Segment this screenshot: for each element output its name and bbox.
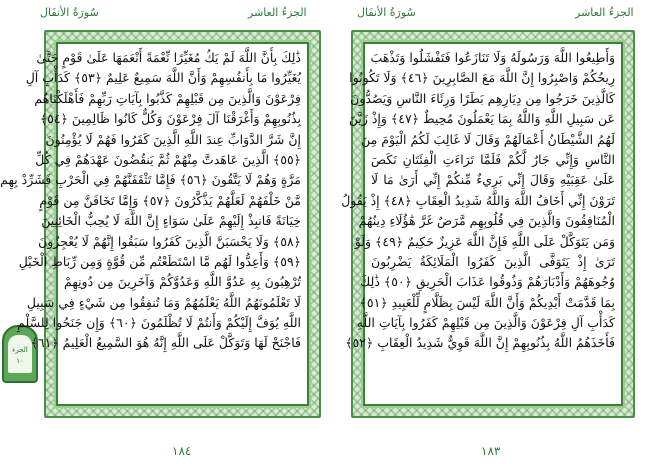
verse-line: اللَّهِ يُوَفَّ إِلَيْكُمْ وَأَنتُمْ لَا تُظْلَمُونَ ﴿٦٠﴾ وَإِن جَنَحُوا لِلسَّلْمِ <box>17 315 301 331</box>
right-juz-header: الجزءُ العاشر <box>575 6 634 19</box>
left-juz-header: الجزءُ العاشر <box>248 6 307 19</box>
verse-line: كَدَأْبِ آلِ فِرْعَوْنَ وَالَّذِينَ مِن قَبْلِهِمْ كَفَرُوا بِآيَاتِ اللَّهِ <box>356 315 615 331</box>
verse-line: فَأَخَذَهُمُ اللَّهُ بِذُنُوبِهِمْ إِنَّ اللَّهَ قَوِيٌّ شَدِيدُ الْعِقَابِ ﴿٥٢﴾ <box>345 335 615 351</box>
verse-line: فَاجْنَحْ لَهَا وَتَوَكَّلْ عَلَى اللَّهِ إِنَّهُ هُوَ السَّمِيعُ الْعَلِيمُ ﴿٦١﴾ <box>30 335 301 351</box>
verse-line: عَن سَبِيلِ اللَّهِ وَاللَّهُ بِمَا يَعْمَلُونَ مُحِيطٌ ﴿٤٧﴾ وَإِذْ زَيَّنَ <box>348 111 615 127</box>
verse-line: ذَٰلِكَ بِأَنَّ اللَّهَ لَمْ يَكُ مُغَيِّرًا نِّعْمَةً أَنْعَمَهَا عَلَىٰ قَوْمٍ حَتَّىٰ <box>36 50 301 65</box>
right-page <box>325 0 650 464</box>
verse-line: وَمَن يَتَوَكَّلْ عَلَى اللَّهِ فَإِنَّ اللَّهَ عَزِيزٌ حَكِيمٌ ﴿٤٩﴾ وَلَوْ <box>354 233 615 249</box>
right-surah-header: سُورَةُ الأنفَال <box>357 6 416 19</box>
verse-line: الْمُنَافِقُونَ وَالَّذِينَ فِي قُلُوبِهِم مَّرَضٌ غَرَّ هَٰؤُلَاءِ دِينُهُمْ <box>358 213 615 229</box>
verse-line: عَلَىٰ عَقِبَيْهِ وَقَالَ إِنِّي بَرِيءٌ مِّنكُمْ إِنِّي أَرَىٰ مَا لَا <box>371 172 615 188</box>
verse-line: كَالَّذِينَ خَرَجُوا مِن دِيَارِهِم بَطَرًا وَرِئَاءَ النَّاسِ وَيَصُدُّونَ <box>350 90 615 106</box>
verse-line: تَرَوْنَ إِنِّي أَخَافُ اللَّهَ وَاللَّهُ شَدِيدُ الْعِقَابِ ﴿٤٨﴾ إِذْ يَقُولُ <box>341 192 615 208</box>
juz-marker-text: الجزء ١٠ <box>8 335 32 373</box>
verse-line: تَرَىٰ إِذْ يَتَوَفَّى الَّذِينَ كَفَرُوا الْمَلَائِكَةُ يَضْرِبُونَ <box>371 253 615 269</box>
verse-line: لَا تَعْلَمُونَهُمُ اللَّهُ يَعْلَمُهُمْ وَمَا تُنفِقُوا مِن شَيْءٍ فِي سَبِيلِ <box>26 294 301 310</box>
verse-line: تُرْهِبُونَ بِهِ عَدُوَّ اللَّهِ وَعَدُوَّكُمْ وَآخَرِينَ مِن دُونِهِمْ <box>64 274 301 290</box>
verse-line: مَّنْ خَلْفَهُمْ لَعَلَّهُمْ يَذَّكَّرُونَ ﴿٥٧﴾ وَإِمَّا تَخَافَنَّ مِن قَوْمٍ <box>39 192 301 208</box>
verse-line: بِمَا قَدَّمَتْ أَيْدِيكُمْ وَأَنَّ اللَّهَ لَيْسَ بِظَلَّامٍ لِّلْعَبِيدِ ﴿٥١﴾ <box>359 294 615 310</box>
verse-line: مَرَّةٍ وَهُمْ لَا يَتَّقُونَ ﴿٥٦﴾ فَإِمَّا تَثْقَفَنَّهُمْ فِي الْحَرْبِ فَشَرِّدْ بِهِم <box>0 172 301 188</box>
verse-line: ﴿٥٨﴾ وَلَا يَحْسَبَنَّ الَّذِينَ كَفَرُوا سَبَقُوا إِنَّهُمْ لَا يُعْجِزُونَ <box>38 233 301 249</box>
verse-line: إِنَّ شَرَّ الدَّوَابِّ عِندَ اللَّهِ الَّذِينَ كَفَرُوا فَهُمْ لَا يُؤْمِنُونَ <box>45 131 301 147</box>
verse-line: وُجُوهَهُمْ وَأَدْبَارَهُمْ وَذُوقُوا عَذَابَ الْحَرِيقِ ﴿٥٠﴾ ذَٰلِكَ <box>359 274 615 290</box>
verse-line: خِيَانَةً فَانبِذْ إِلَيْهِمْ عَلَىٰ سَوَاءٍ إِنَّ اللَّهَ لَا يُحِبُّ الْخَائِنِينَ <box>41 213 301 229</box>
left-page-number: ١٨٤ <box>172 444 192 458</box>
verse-line: فِرْعَوْنَ وَالَّذِينَ مِن قَبْلِهِمْ كَذَّبُوا بِآيَاتِ رَبِّهِمْ فَأَهْلَكْنَاهُم <box>34 90 301 106</box>
verse-line: النَّاسِ وَإِنِّي جَارٌ لَّكُمْ فَلَمَّا تَرَاءَتِ الْفِئَتَانِ نَكَصَ <box>371 151 615 167</box>
right-text-area <box>341 42 623 406</box>
verse-line: لَهُمُ الشَّيْطَانُ أَعْمَالَهُمْ وَقَالَ لَا غَالِبَ لَكُمُ الْيَوْمَ مِنَ <box>361 131 615 147</box>
verse-line: وَأَطِيعُوا اللَّهَ وَرَسُولَهُ وَلَا تَنَازَعُوا فَتَفْشَلُوا وَتَذْهَبَ <box>370 50 615 65</box>
right-page-frame <box>341 30 635 418</box>
verse-line: ﴿٥٩﴾ وَأَعِدُّوا لَهُم مَّا اسْتَطَعْتُم مِّن قُوَّةٍ وَمِن رِّبَاطِ الْخَيْلِ <box>18 253 301 269</box>
verse-line: ﴿٥٥﴾ الَّذِينَ عَاهَدتَّ مِنْهُمْ ثُمَّ يَنقُضُونَ عَهْدَهُمْ فِي كُلِّ <box>35 151 301 167</box>
verse-line: يُغَيِّرُوا مَا بِأَنفُسِهِمْ وَأَنَّ اللَّهَ سَمِيعٌ عَلِيمٌ ﴿٥٣﴾ كَدَأْبِ آلِ <box>25 70 301 86</box>
verse-line: بِذُنُوبِهِمْ وَأَغْرَقْنَا آلَ فِرْعَوْنَ وَكُلٌّ كَانُوا ظَالِمِينَ ﴿٥٤﴾ <box>39 111 301 127</box>
left-surah-header: سُورَةُ الأنفَال <box>40 6 99 19</box>
right-text-lines <box>341 48 615 400</box>
verse-line: رِيحُكُمْ وَاصْبِرُوا إِنَّ اللَّهَ مَعَ الصَّابِرِينَ ﴿٤٦﴾ وَلَا تَكُونُوا <box>349 70 615 86</box>
right-page-number: ١٨٣ <box>481 444 501 458</box>
